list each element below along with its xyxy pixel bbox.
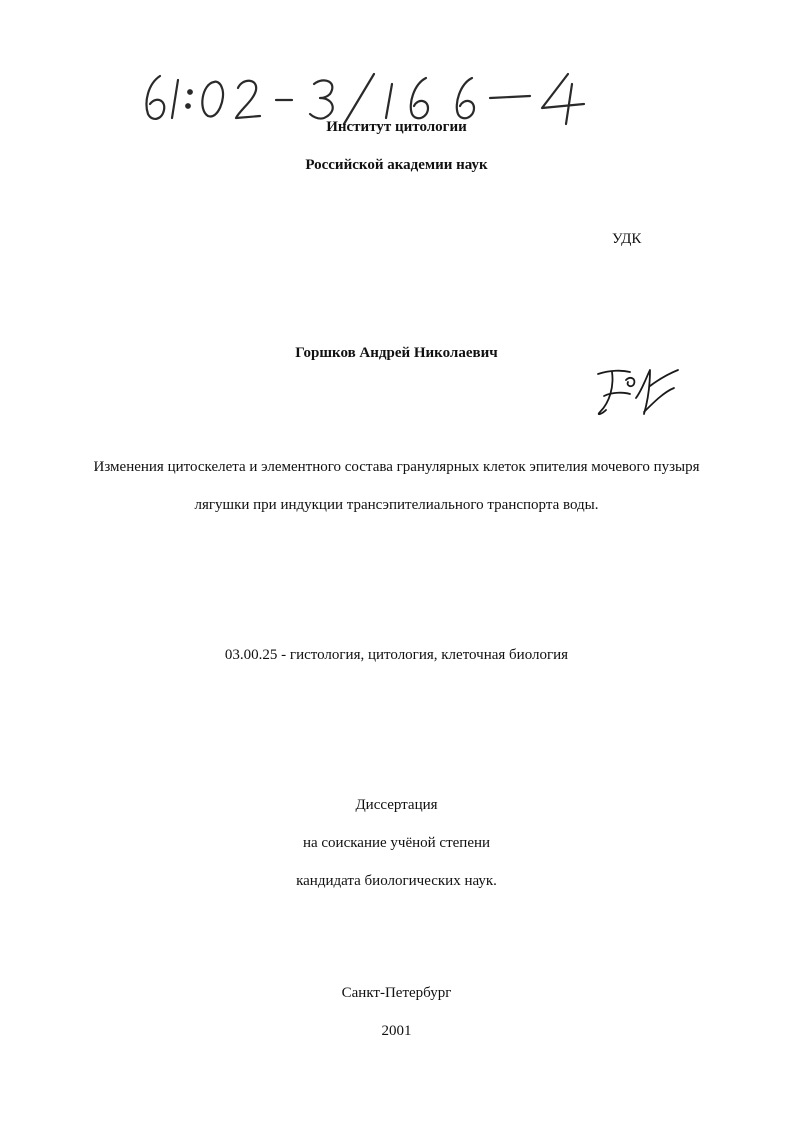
handwritten-archive-code <box>138 66 608 126</box>
degree-line-1: Диссертация <box>355 797 438 813</box>
year: 2001 <box>381 1023 412 1039</box>
udk-label: УДК <box>612 231 642 247</box>
academy-name: Российской академии наук <box>305 157 488 173</box>
signature <box>590 362 682 422</box>
specialty-code: 03.00.25 - гистология, цитология, клеточная биология <box>224 647 569 663</box>
degree-line-3: кандидата биологических наук. <box>296 873 497 889</box>
thesis-title-line-1: Изменения цитоскелета и элементного состава гранулярных клеток эпителия мочевого пузыря <box>93 459 700 475</box>
institute-name: Институт цитологии <box>326 119 467 135</box>
degree-line-2: на соискание учёной степени <box>302 835 491 851</box>
author-name: Горшков Андрей Николаевич <box>295 345 498 361</box>
thesis-title-line-2: лягушки при индукции трансэпителиального транспорта воды. <box>194 497 599 513</box>
city: Санкт-Петербург <box>341 985 452 1001</box>
